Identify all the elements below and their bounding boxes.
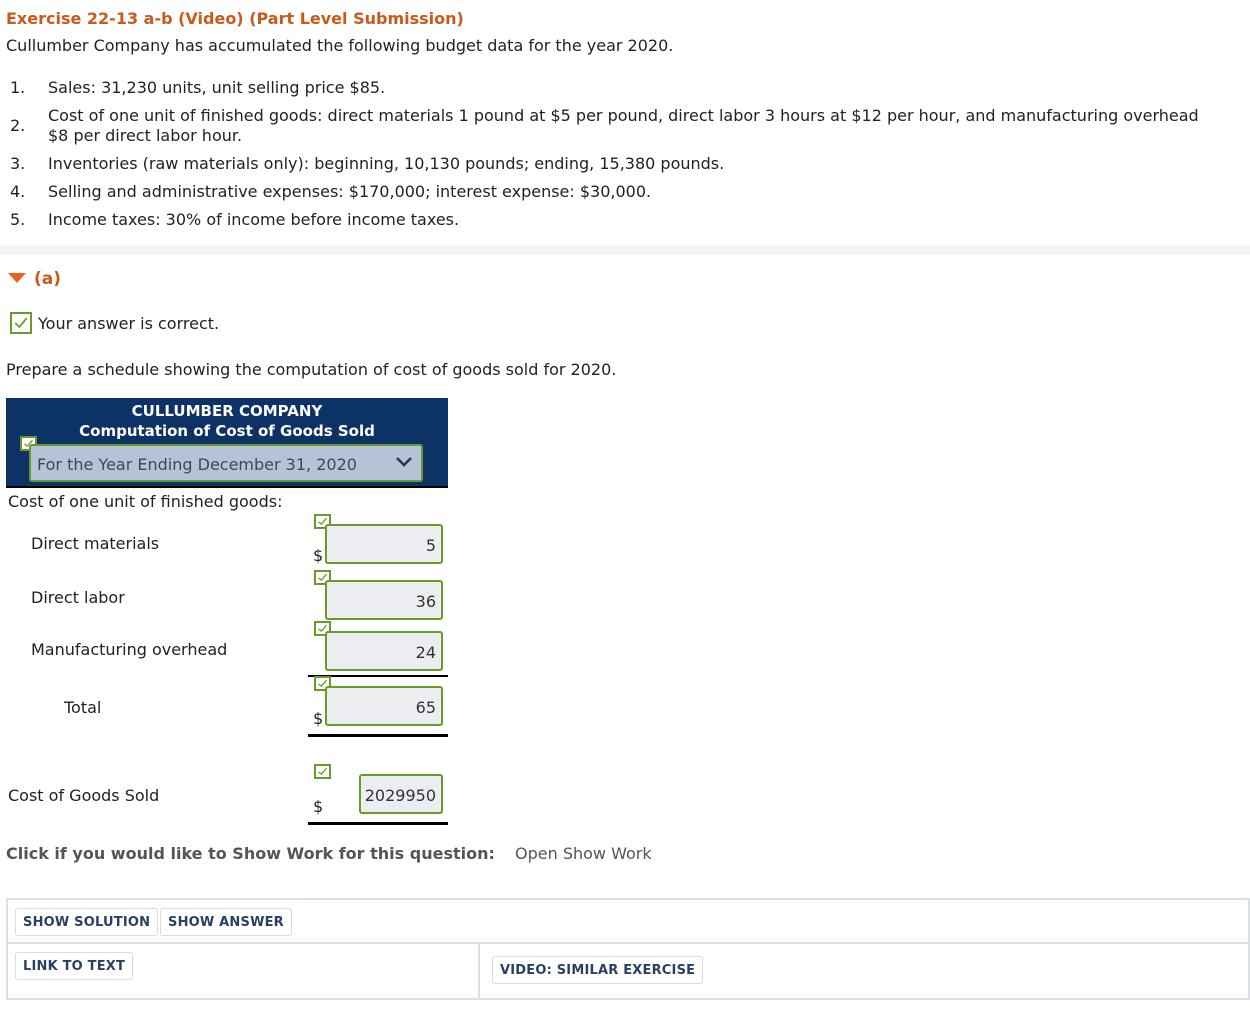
- direct-materials-input[interactable]: 5: [325, 524, 443, 564]
- cogs-rule: [308, 822, 448, 825]
- cogs-check-icon: [314, 764, 331, 779]
- total-label: Total: [64, 698, 102, 717]
- cogs-label: Cost of Goods Sold: [8, 786, 160, 805]
- correct-check-icon: [10, 312, 32, 334]
- answer-status: Your answer is correct.: [38, 314, 220, 333]
- list-number: 5.: [10, 210, 26, 229]
- manufacturing-overhead-input[interactable]: 24: [325, 631, 443, 671]
- show-solution-button[interactable]: SHOW SOLUTION: [15, 908, 158, 936]
- period-select-value[interactable]: For the Year Ending December 31, 2020: [37, 455, 357, 474]
- show-answer-button[interactable]: SHOW ANSWER: [160, 908, 292, 936]
- chevron-down-icon[interactable]: [395, 456, 413, 468]
- company-name: CULLUMBER COMPANY: [131, 402, 323, 420]
- list-item: Inventories (raw materials only): beginning, 10,130 pounds; ending, 15,380 pounds.: [48, 154, 725, 173]
- list-item: Cost of one unit of finished goods: direct materials 1 pound at $5 per pound, direct labor 3 hours at $12 per hour, and manufacturing overhead: [48, 106, 1199, 125]
- total-rule: [308, 734, 448, 737]
- list-item: Selling and administrative expenses: $170,000; interest expense: $30,000.: [48, 182, 652, 201]
- currency-symbol: $: [313, 797, 324, 816]
- section-label: Cost of one unit of finished goods:: [8, 492, 283, 511]
- currency-symbol: $: [313, 546, 324, 565]
- section-divider: [0, 245, 1250, 255]
- currency-symbol: $: [313, 709, 324, 728]
- video-similar-exercise-button[interactable]: VIDEO: SIMILAR EXERCISE: [492, 956, 703, 984]
- list-number: 3.: [10, 154, 26, 173]
- cogs-input[interactable]: 2029950: [359, 774, 443, 814]
- list-item-continued: $8 per direct labor hour.: [48, 126, 243, 145]
- list-item: Income taxes: 30% of income before income taxes.: [48, 210, 460, 229]
- direct-materials-label: Direct materials: [31, 534, 160, 553]
- open-show-work-link[interactable]: Open Show Work: [515, 844, 652, 863]
- list-item: Sales: 31,230 units, unit selling price $85.: [48, 78, 386, 97]
- total-input[interactable]: 65: [325, 686, 443, 726]
- direct-labor-label: Direct labor: [31, 588, 125, 607]
- part-instruction: Prepare a schedule showing the computation of cost of goods sold for 2020.: [6, 360, 617, 379]
- list-number: 4.: [10, 182, 26, 201]
- show-work-prompt: Click if you would like to Show Work for this question:: [6, 844, 495, 863]
- schedule-heading: Computation of Cost of Goods Sold: [79, 422, 375, 440]
- collapse-triangle-icon[interactable]: [8, 273, 26, 283]
- exercise-title: Exercise 22-13 a-b (Video) (Part Level Submission): [6, 9, 464, 28]
- header-rule: [6, 486, 448, 488]
- exercise-intro: Cullumber Company has accumulated the following budget data for the year 2020.: [6, 36, 674, 55]
- link-to-text-button[interactable]: LINK TO TEXT: [15, 952, 133, 980]
- list-number: 2.: [10, 116, 26, 135]
- direct-labor-input[interactable]: 36: [325, 580, 443, 620]
- manufacturing-overhead-label: Manufacturing overhead: [31, 640, 228, 659]
- list-number: 1.: [10, 78, 26, 97]
- part-label[interactable]: (a): [34, 269, 62, 289]
